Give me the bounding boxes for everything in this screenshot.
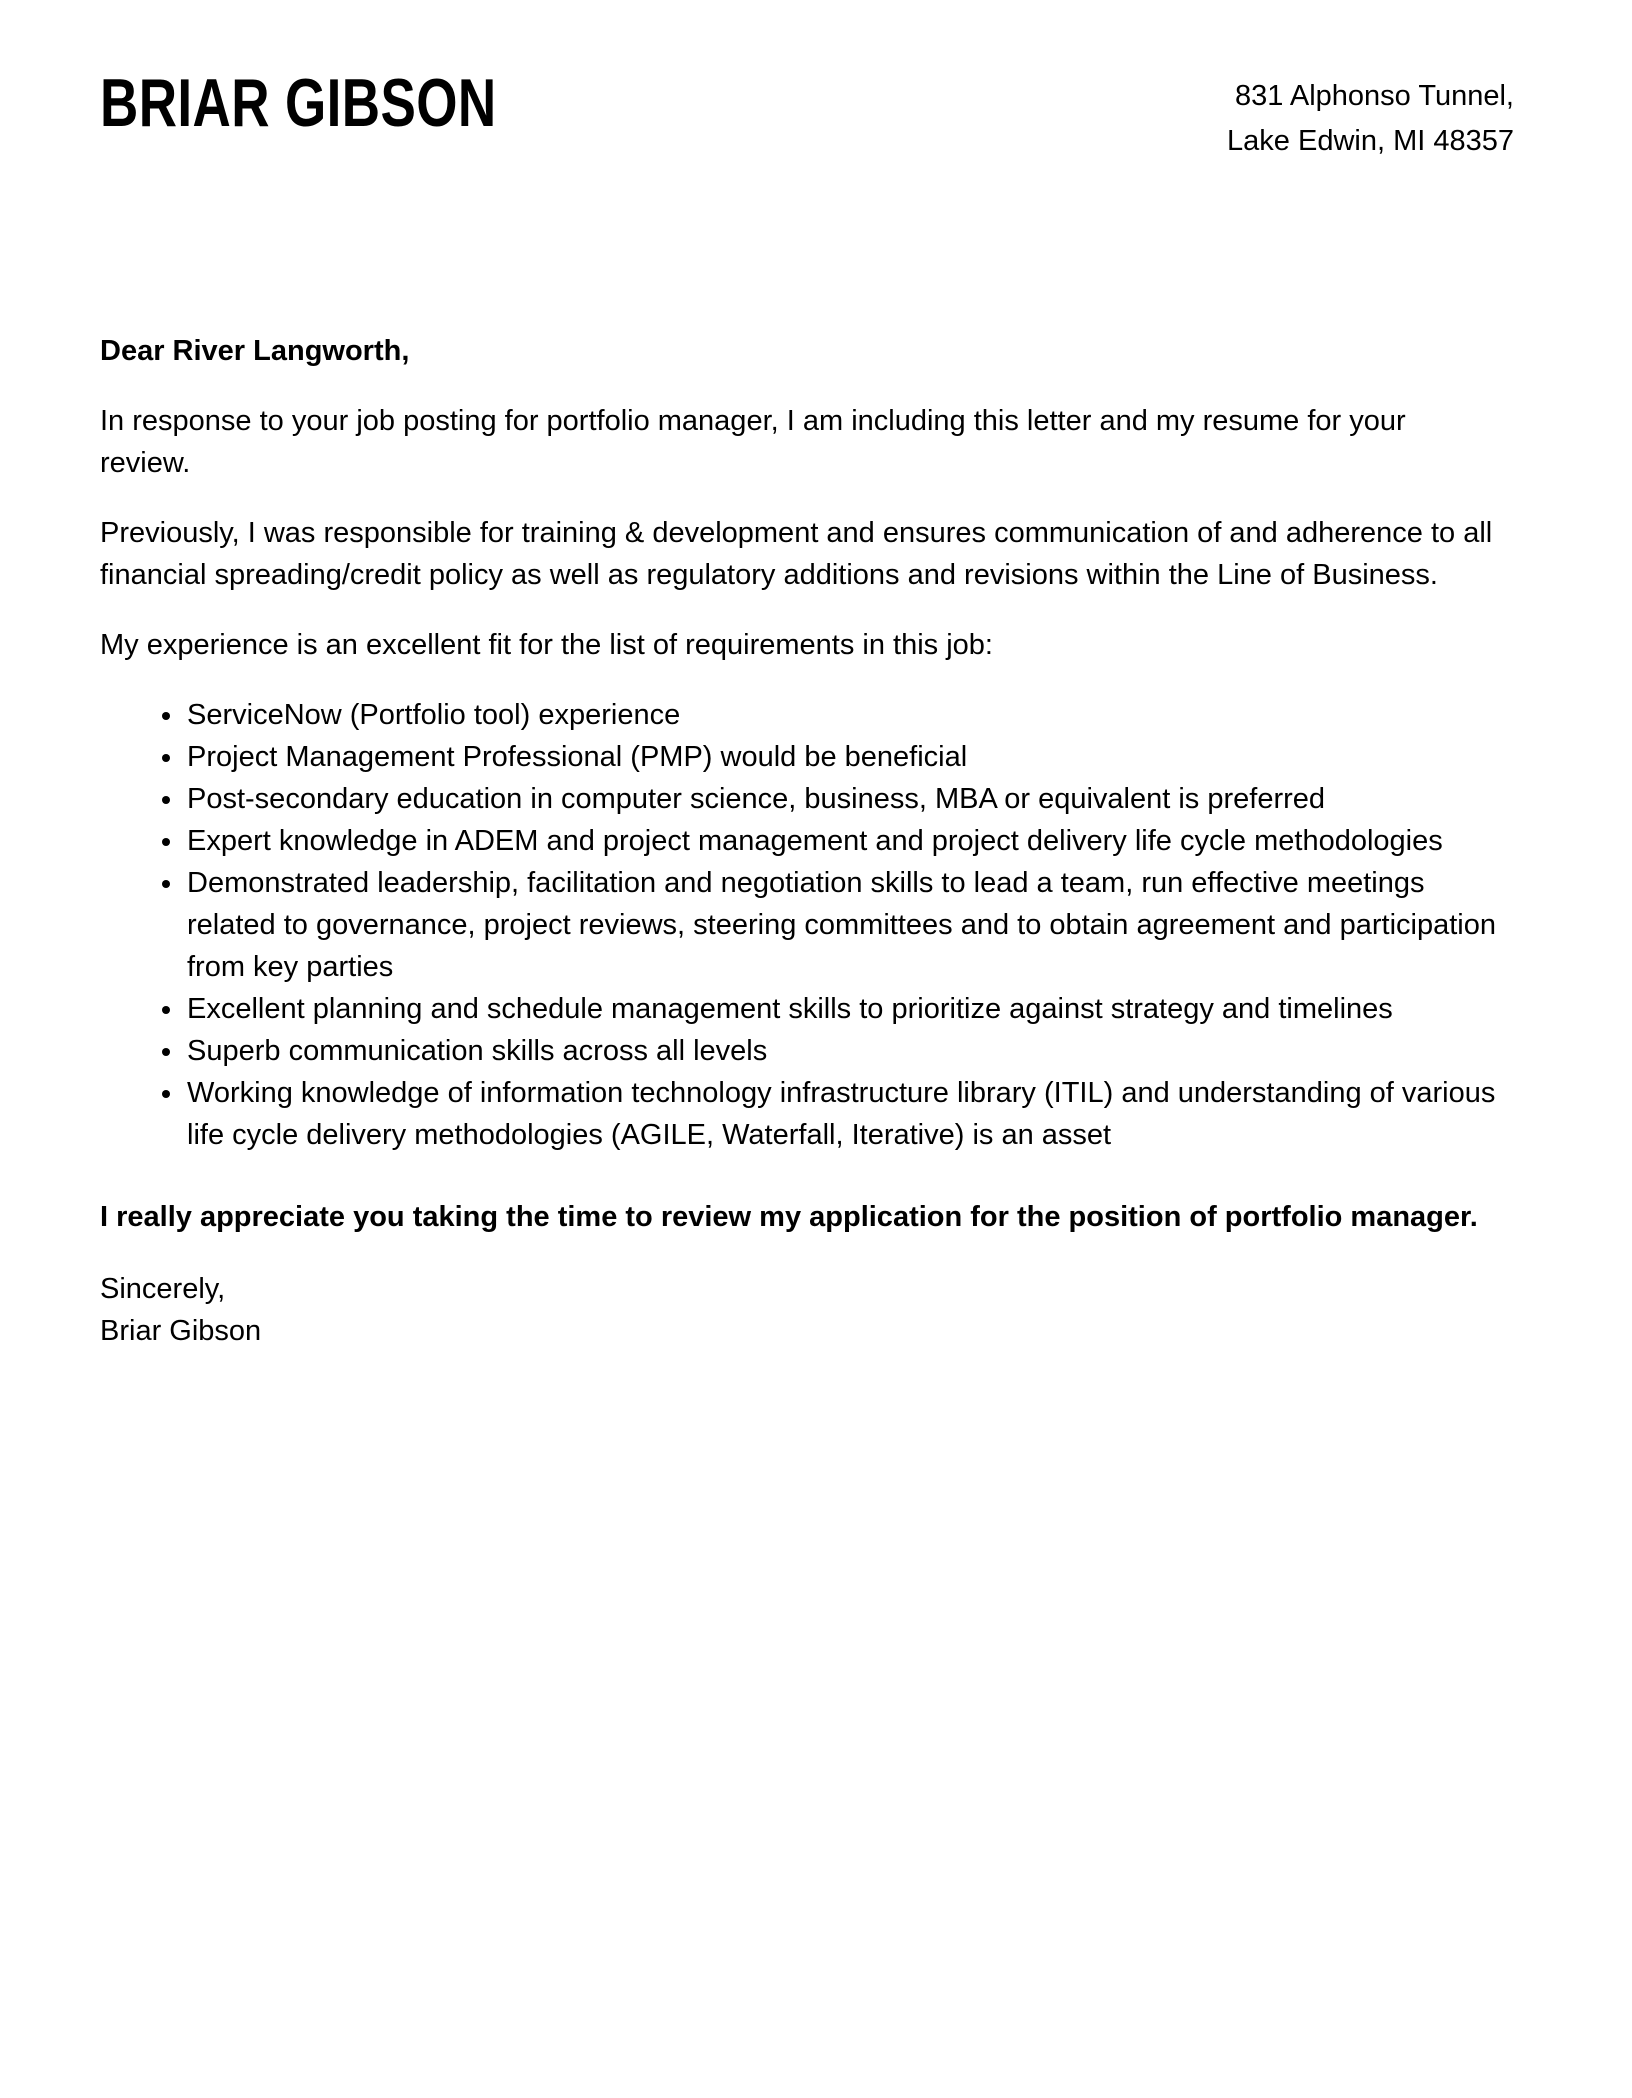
paragraph-intro: In response to your job posting for portfolio manager, I am including this letter and my resume for your review. <box>100 405 1406 479</box>
requirement-item: • Working knowledge of information technology infrastructure library (ITIL) and understanding of various life cycle delivery methodologies (AGILE, Waterfall, Iterative) is an asset <box>185 1072 1502 1156</box>
requirement-item: • Demonstrated leadership, facilitation and negotiation skills to lead a team, run effective meetings related to governance, project reviews, steering committees and to obtain agreement and participation from key parties <box>185 862 1502 988</box>
paragraph-experience: Previously, I was responsible for training & development and ensures communication of and adherence to all financial spreading/credit policy as well as regulatory additions and revisions within the Line of Business. <box>100 517 1493 591</box>
requirements-list <box>100 694 1502 1156</box>
closing-paragraph: I really appreciate you taking the time to review my application for the position of portfolio manager. <box>100 1201 1478 1233</box>
letter-body <box>0 330 1632 1352</box>
address-line-2: Lake Edwin, MI 48357 <box>1227 125 1514 157</box>
requirement-item: • Project Management Professional (PMP) would be beneficial <box>185 736 1502 778</box>
greeting: Dear River Langworth, <box>100 335 410 367</box>
signature-block <box>100 1268 1502 1352</box>
applicant-address <box>1227 74 1514 164</box>
requirement-item: • Excellent planning and schedule management skills to prioritize against strategy and timelines <box>185 988 1502 1030</box>
requirement-item: • ServiceNow (Portfolio tool) experience <box>185 694 1502 736</box>
signature-name: Briar Gibson <box>100 1315 262 1347</box>
paragraph-fit: My experience is an excellent fit for the list of requirements in this job: <box>100 629 993 661</box>
requirement-item: • Post-secondary education in computer science, business, MBA or equivalent is preferred <box>185 778 1502 820</box>
letter-header <box>0 0 1632 164</box>
requirement-item: • Expert knowledge in ADEM and project management and project delivery life cycle methodologies <box>185 820 1502 862</box>
address-line-1: 831 Alphonso Tunnel, <box>1235 80 1514 112</box>
signoff: Sincerely, <box>100 1273 226 1305</box>
applicant-name: BRIAR GIBSON <box>100 65 497 141</box>
requirement-item: • Superb communication skills across all levels <box>185 1030 1502 1072</box>
